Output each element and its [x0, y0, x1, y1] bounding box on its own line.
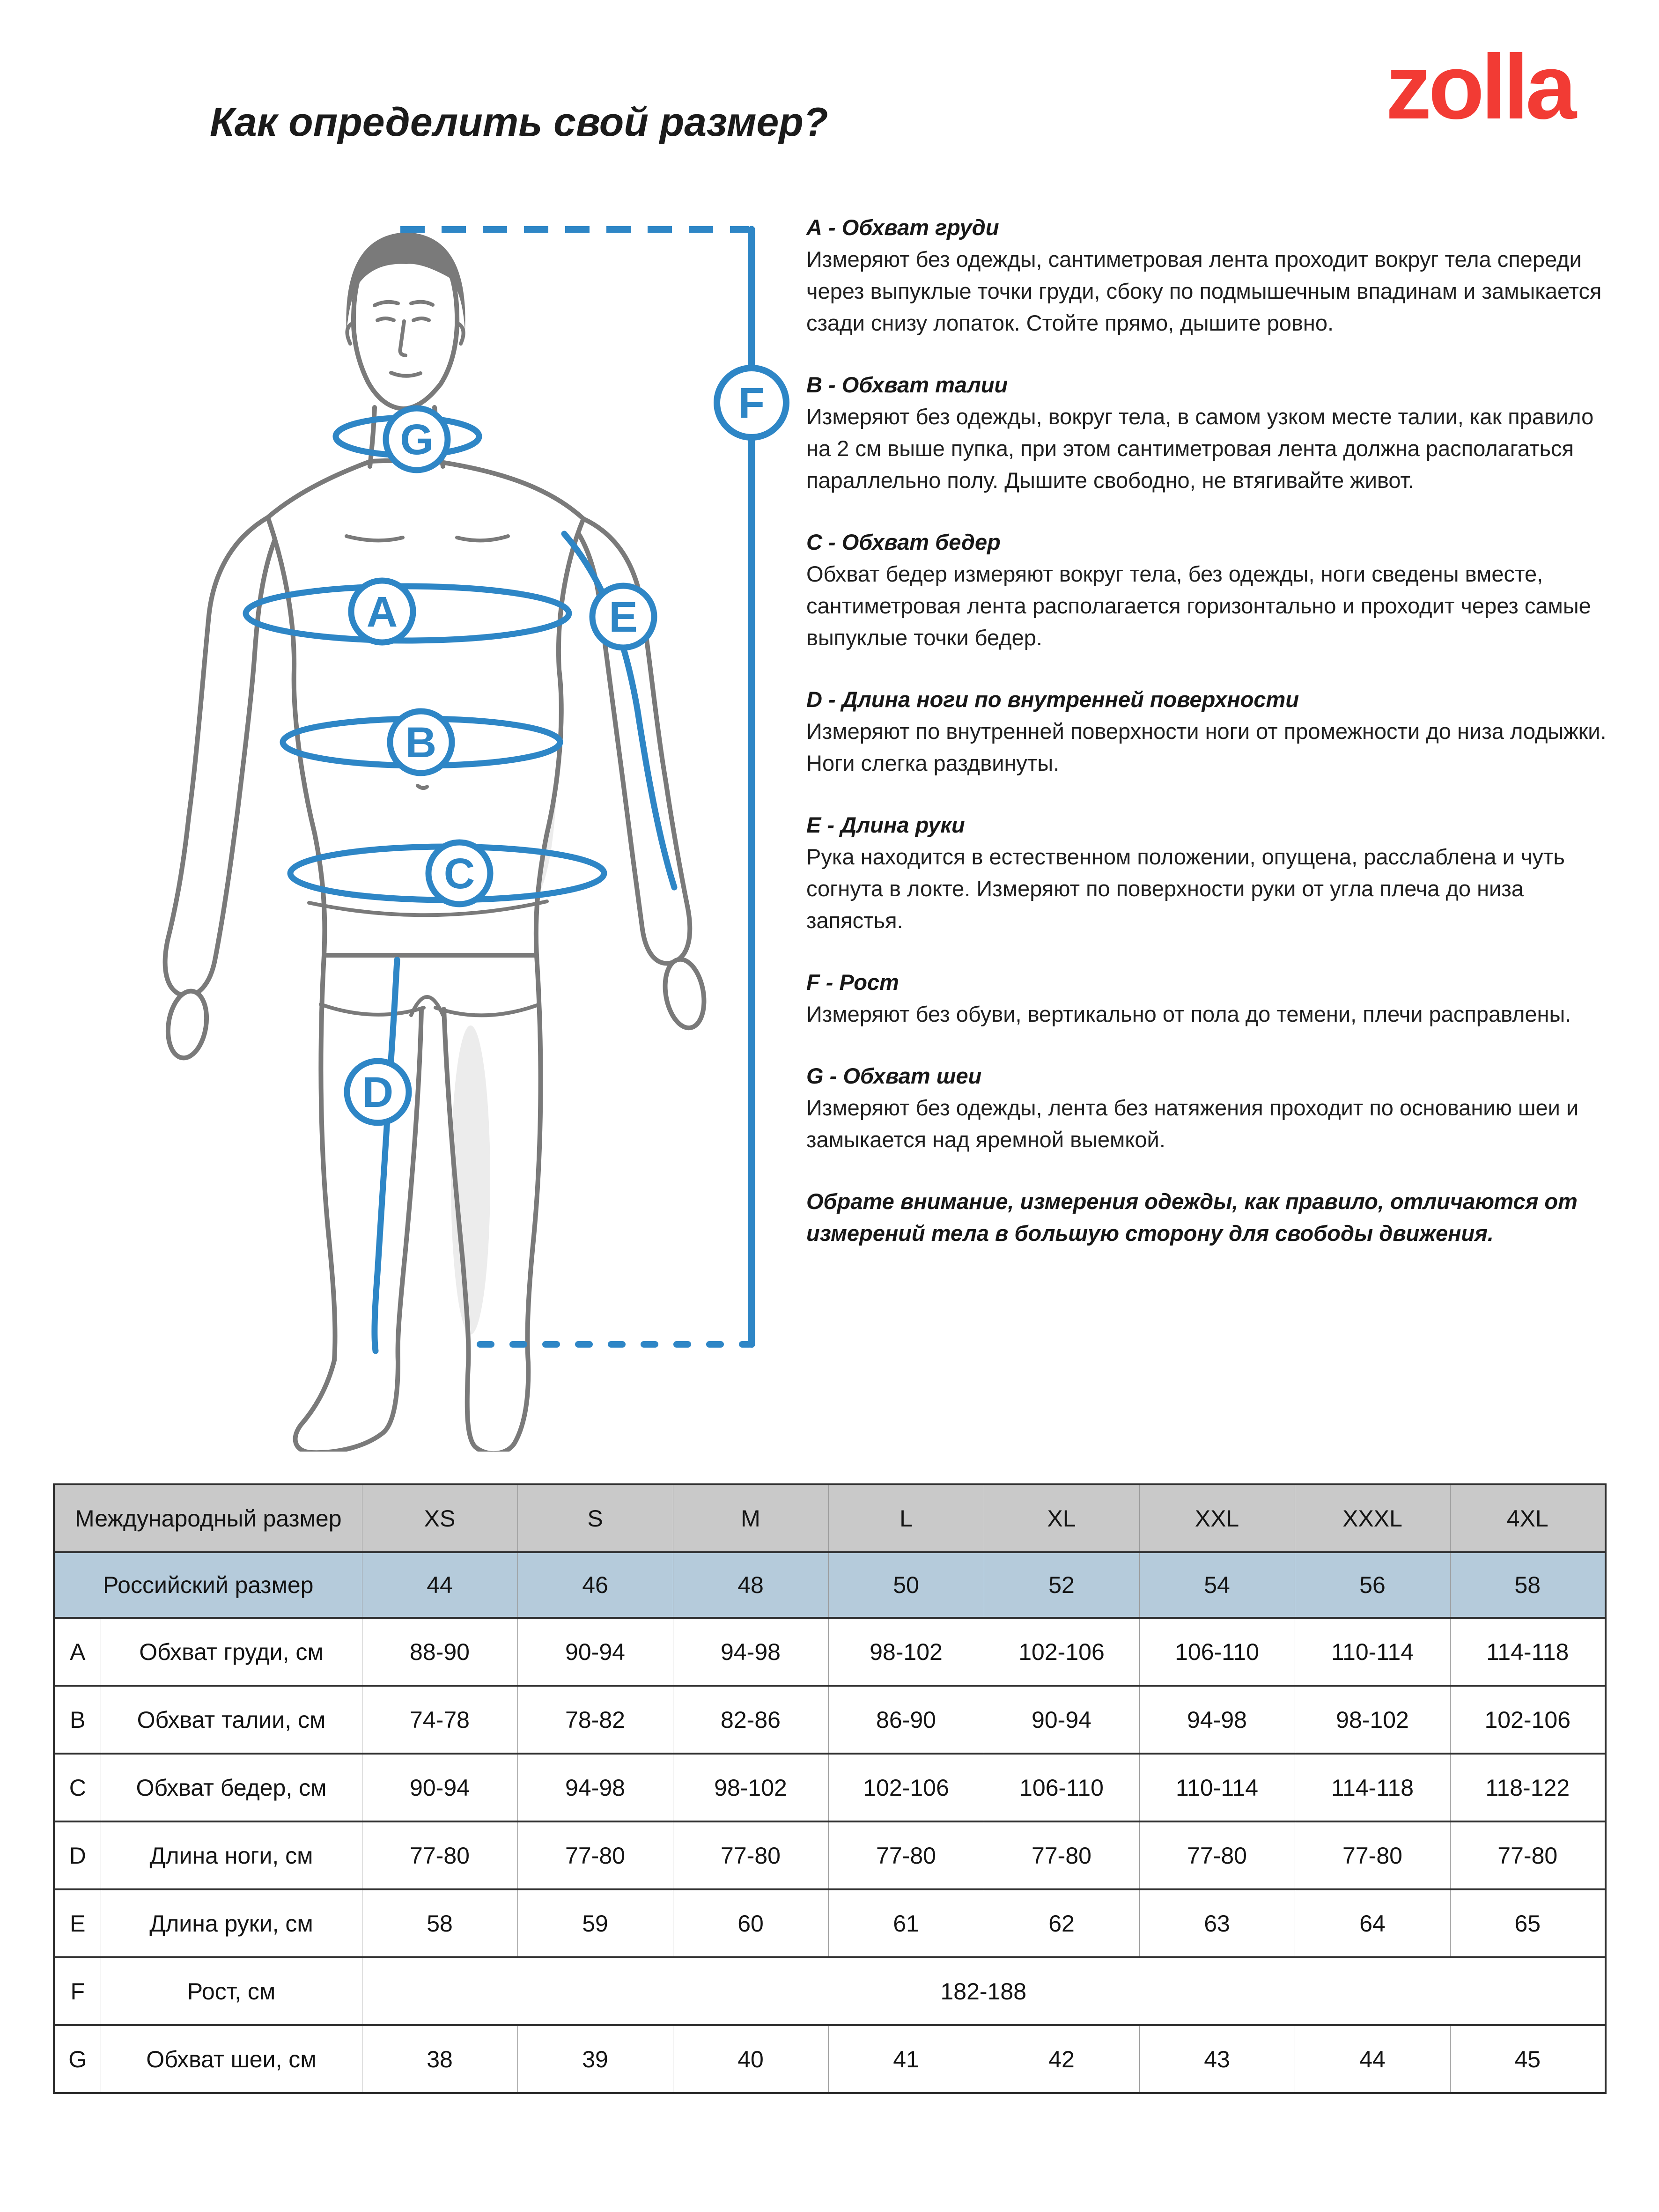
section-arm-length — [806, 809, 1615, 936]
value-cell: 41 — [828, 2025, 984, 2093]
value-cell: 102-106 — [828, 1754, 984, 1821]
marker-d-icon — [347, 1061, 409, 1123]
ru-size-cell: 50 — [828, 1552, 984, 1618]
ru-size-cell: 56 — [1295, 1552, 1450, 1618]
value-cell: 39 — [517, 2025, 673, 2093]
intl-size-row — [54, 1484, 1606, 1552]
value-cell: 98-102 — [828, 1618, 984, 1686]
ru-size-cell: 54 — [1139, 1552, 1295, 1618]
value-cell: 94-98 — [673, 1618, 828, 1686]
size-table-container — [53, 1483, 1607, 2094]
svg-text:C: C — [443, 850, 475, 898]
value-cell: 59 — [517, 1889, 673, 1957]
svg-text:D: D — [362, 1069, 394, 1116]
section-heading: G - Обхват шеи — [806, 1063, 982, 1088]
value-cell: 98-102 — [1295, 1686, 1450, 1754]
value-cell: 77-80 — [1139, 1821, 1295, 1889]
body-diagram-svg — [47, 206, 805, 1452]
section-heading: F - Рост — [806, 970, 899, 995]
value-cell: 77-80 — [828, 1821, 984, 1889]
value-cell: 42 — [984, 2025, 1139, 2093]
value-cell: 106-110 — [984, 1754, 1139, 1821]
value-cell: 63 — [1139, 1889, 1295, 1957]
page-title: Как определить свой размер? — [210, 100, 828, 145]
note-text: Обрате внимание, измерения одежды, как правило, отличаются от измерений тела в большую сторону для свободы движения. — [806, 1189, 1578, 1246]
section-height — [806, 966, 1615, 1030]
marker-g-icon — [386, 408, 448, 470]
value-cell: 106-110 — [1139, 1618, 1295, 1686]
value-cell: 77-80 — [984, 1821, 1139, 1889]
marker-e-icon — [592, 586, 654, 648]
section-heading: С - Обхват бедер — [806, 530, 1001, 554]
size-table — [53, 1483, 1607, 2094]
section-chest — [806, 212, 1615, 339]
svg-text:F: F — [738, 379, 765, 427]
intl-size-cell: M — [673, 1484, 828, 1552]
value-cell: 90-94 — [517, 1618, 673, 1686]
value-cell: 60 — [673, 1889, 828, 1957]
ru-size-cell: 48 — [673, 1552, 828, 1618]
ru-size-label: Российский размер — [54, 1552, 362, 1618]
row-letter: E — [54, 1889, 101, 1957]
row-label: Обхват шеи, см — [101, 2025, 362, 2093]
table-row-arm-length — [54, 1889, 1606, 1957]
section-heading: Е - Длина руки — [806, 812, 965, 837]
value-cell: 61 — [828, 1889, 984, 1957]
value-cell: 77-80 — [1450, 1821, 1606, 1889]
section-heading: А - Обхват груди — [806, 215, 999, 240]
svg-text:A: A — [366, 588, 398, 636]
intl-size-cell: XS — [362, 1484, 517, 1552]
row-letter: F — [54, 1957, 101, 2025]
section-body: Измеряют по внутренней поверхности ноги от промежности до низа лодыжки. Ноги слегка раздвинуты. — [806, 719, 1607, 775]
value-cell: 94-98 — [517, 1754, 673, 1821]
table-row-neck — [54, 2025, 1606, 2093]
attention-note — [806, 1186, 1615, 1249]
value-cell: 114-118 — [1450, 1618, 1606, 1686]
value-cell: 118-122 — [1450, 1754, 1606, 1821]
section-body: Измеряют без обуви, вертикально от пола до темени, плечи расправлены. — [806, 1002, 1571, 1026]
table-row-chest — [54, 1618, 1606, 1686]
value-cell: 77-80 — [1295, 1821, 1450, 1889]
value-cell: 102-106 — [984, 1618, 1139, 1686]
table-row-hips — [54, 1754, 1606, 1821]
row-label: Длина ноги, см — [101, 1821, 362, 1889]
value-cell: 44 — [1295, 2025, 1450, 2093]
value-cell: 64 — [1295, 1889, 1450, 1957]
value-cell: 110-114 — [1139, 1754, 1295, 1821]
svg-text:E: E — [609, 593, 638, 641]
value-cell: 65 — [1450, 1889, 1606, 1957]
section-body: Обхват бедер измеряют вокруг тела, без одежды, ноги сведены вместе, сантиметровая лента располагается горизонтально и проходит через самые выпуклые точки бедер. — [806, 561, 1591, 650]
row-label: Длина руки, см — [101, 1889, 362, 1957]
value-cell: 78-82 — [517, 1686, 673, 1754]
intl-size-label: Международный размер — [54, 1484, 362, 1552]
inner-leg-line — [375, 960, 397, 1351]
section-heading: D - Длина ноги по внутренней поверхности — [806, 687, 1299, 712]
value-cell: 77-80 — [362, 1821, 517, 1889]
row-letter: G — [54, 2025, 101, 2093]
value-cell: 40 — [673, 2025, 828, 2093]
value-cell: 58 — [362, 1889, 517, 1957]
row-letter: C — [54, 1754, 101, 1821]
value-cell: 86-90 — [828, 1686, 984, 1754]
intl-size-cell: L — [828, 1484, 984, 1552]
body-measurement-diagram — [47, 206, 805, 1452]
section-inner-leg — [806, 684, 1615, 779]
ru-size-cell: 46 — [517, 1552, 673, 1618]
svg-text:G: G — [400, 416, 434, 464]
marker-b-icon — [390, 711, 452, 773]
value-cell: 110-114 — [1295, 1618, 1450, 1686]
row-label: Рост, см — [101, 1957, 362, 2025]
ru-size-cell: 44 — [362, 1552, 517, 1618]
section-body: Измеряют без одежды, сантиметровая лента проходит вокруг тела спереди через выпуклые точки груди, сбоку по подмышечным впадинам и замыкается сзади снизу лопаток. Стойте прямо, дышите ровно. — [806, 247, 1602, 335]
value-cell: 77-80 — [673, 1821, 828, 1889]
section-body: Рука находится в естественном положении, опущена, расслаблена и чуть согнута в локте. Измеряют по поверхности руки от угла плеча до низа запястья. — [806, 844, 1565, 933]
value-cell: 94-98 — [1139, 1686, 1295, 1754]
ru-size-cell: 52 — [984, 1552, 1139, 1618]
row-letter: B — [54, 1686, 101, 1754]
zolla-logo: zolla — [1386, 36, 1573, 138]
marker-f-icon — [717, 368, 786, 437]
value-cell: 45 — [1450, 2025, 1606, 2093]
marker-a-icon — [351, 581, 413, 642]
value-cell: 90-94 — [984, 1686, 1139, 1754]
section-waist — [806, 369, 1615, 496]
value-cell: 114-118 — [1295, 1754, 1450, 1821]
marker-c-icon — [428, 842, 490, 904]
section-hips — [806, 526, 1615, 654]
ru-size-cell: 58 — [1450, 1552, 1606, 1618]
value-cell: 82-86 — [673, 1686, 828, 1754]
value-cell: 38 — [362, 2025, 517, 2093]
intl-size-cell: 4XL — [1450, 1484, 1606, 1552]
row-label: Обхват бедер, см — [101, 1754, 362, 1821]
intl-size-cell: XXL — [1139, 1484, 1295, 1552]
section-neck — [806, 1060, 1615, 1156]
value-cell: 74-78 — [362, 1686, 517, 1754]
value-cell: 90-94 — [362, 1754, 517, 1821]
merged-height-cell: 182-188 — [362, 1957, 1606, 2025]
value-cell: 88-90 — [362, 1618, 517, 1686]
section-body: Измеряют без одежды, вокруг тела, в самом узком месте талии, как правило на 2 см выше пупка, при этом сантиметровая лента должна располагаться параллельно полу. Дышите свободно, не втягивайте живот. — [806, 404, 1594, 493]
ru-size-row — [54, 1552, 1606, 1618]
table-row-height — [54, 1957, 1606, 2025]
value-cell: 102-106 — [1450, 1686, 1606, 1754]
row-letter: D — [54, 1821, 101, 1889]
section-body: Измеряют без одежды, лента без натяжения проходит по основанию шеи и замыкается над яремной выемкой. — [806, 1095, 1579, 1152]
value-cell: 43 — [1139, 2025, 1295, 2093]
intl-size-cell: S — [517, 1484, 673, 1552]
row-letter: A — [54, 1618, 101, 1686]
row-label: Обхват груди, см — [101, 1618, 362, 1686]
table-row-waist — [54, 1686, 1606, 1754]
value-cell: 98-102 — [673, 1754, 828, 1821]
value-cell: 77-80 — [517, 1821, 673, 1889]
section-heading: В - Обхват талии — [806, 372, 1008, 397]
table-row-leg-length — [54, 1821, 1606, 1889]
measurement-instructions — [806, 212, 1615, 1249]
value-cell: 62 — [984, 1889, 1139, 1957]
svg-text:B: B — [405, 719, 437, 767]
intl-size-cell: XL — [984, 1484, 1139, 1552]
row-label: Обхват талии, см — [101, 1686, 362, 1754]
intl-size-cell: XXXL — [1295, 1484, 1450, 1552]
